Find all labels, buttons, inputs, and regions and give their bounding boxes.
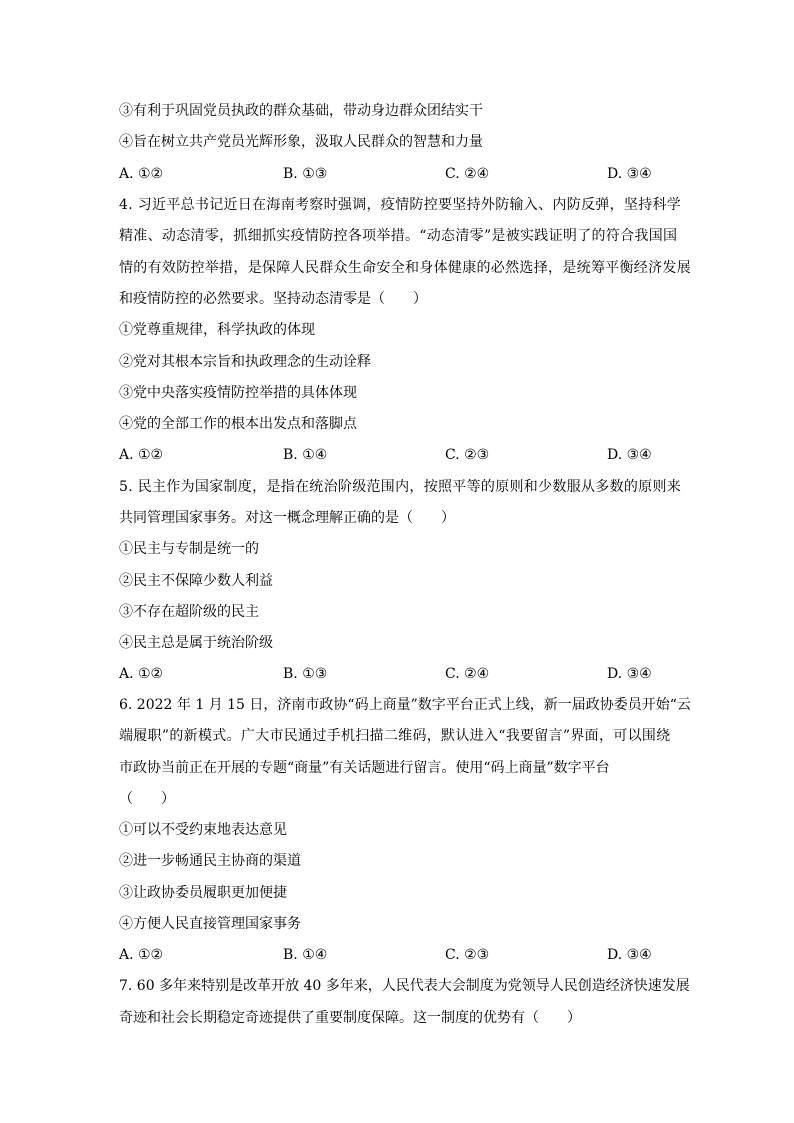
q3-option-a: A. ①②	[119, 166, 164, 182]
q6-option-c: C. ②③	[445, 947, 490, 963]
q4-item-4: ④党的全部工作的根本出发点和落脚点	[119, 416, 357, 432]
q5-item-2: ②民主不保障少数人利益	[119, 573, 273, 589]
q4-item-3: ③党中央落实疫情防控举措的具体体现	[119, 385, 357, 401]
q6-stem-line: 市政协当前正在开展的专题“商量”有关话题进行留言。使用“码上商量”数字平台	[119, 760, 610, 776]
q6-option-b: B. ①④	[283, 947, 328, 963]
q4-stem-line: 和疫情防控的必然要求。坚持动态清零是（ ）	[119, 291, 427, 307]
q7-stem-line: 7. 60 多年来特别是改革开放 40 多年来，人民代表大会制度为党领导人民创造经济快速发展	[119, 978, 690, 994]
q4-item-2: ②党对其根本宗旨和执政理念的生动诠释	[119, 354, 371, 370]
q5-item-3: ③不存在超阶级的民主	[119, 604, 259, 620]
q6-item-3: ③让政协委员履职更加便捷	[119, 885, 287, 901]
q3-item-3: ③有利于巩固党员执政的群众基础，带动身边群众团结实干	[119, 103, 483, 119]
q4-stem-line: 4. 习近平总书记近日在海南考察时强调，疫情防控要坚持外防输入、内防反弹，坚持科学	[119, 197, 682, 213]
q5-option-b: B. ①③	[283, 666, 328, 682]
q4-option-d: D. ③④	[607, 447, 652, 463]
q5-option-a: A. ①②	[119, 666, 164, 682]
q4-option-a: A. ①②	[119, 447, 164, 463]
q6-option-a: A. ①②	[119, 947, 164, 963]
q6-option-d: D. ③④	[607, 947, 652, 963]
q6-item-2: ②进一步畅通民主协商的渠道	[119, 853, 301, 869]
q3-option-d: D. ③④	[607, 166, 652, 182]
q5-item-1: ①民主与专制是统一的	[119, 541, 259, 557]
q4-stem-line: 情的有效防控举措，是保障人民群众生命安全和身体健康的必然选择，是统筹平衡经济发展	[119, 260, 691, 276]
q6-stem-line: 端履职”的新模式。广大市民通过手机扫描二维码，默认进入“我要留言”界面，可以围绕	[119, 728, 671, 744]
q5-option-c: C. ②④	[445, 666, 490, 682]
q4-item-1: ①党尊重规律，科学执政的体现	[119, 322, 315, 338]
q6-item-1: ①可以不受约束地表达意见	[119, 822, 287, 838]
q4-option-b: B. ①④	[283, 447, 328, 463]
q5-item-4: ④民主总是属于统治阶级	[119, 635, 273, 651]
q7-stem-line: 奇迹和社会长期稳定奇迹提供了重要制度保障。这一制度的优势有（ ）	[119, 1010, 581, 1026]
q3-option-c: C. ②④	[445, 166, 490, 182]
q5-stem-line: 共同管理国家事务。对这一概念理解正确的是（ ）	[119, 510, 455, 526]
q5-option-d: D. ③④	[607, 666, 652, 682]
q3-option-b: B. ①③	[283, 166, 328, 182]
q6-stem-line: （ ）	[119, 791, 175, 807]
q6-item-4: ④方便人民直接管理国家事务	[119, 916, 301, 932]
q6-stem-line: 6. 2022 年 1 月 15 日，济南市政协“码上商量”数字平台正式上线，新一届政协委员开始“云	[119, 697, 691, 713]
q4-option-c: C. ②③	[445, 447, 490, 463]
q3-item-4: ④旨在树立共产党员光辉形象，汲取人民群众的智慧和力量	[119, 134, 483, 150]
q4-stem-line: 精准、动态清零，抓细抓实疫情防控各项举措。“动态清零”是被实践证明了的符合我国国	[119, 228, 678, 244]
q5-stem-line: 5. 民主作为国家制度，是指在统治阶级范围内，按照平等的原则和少数服从多数的原则来	[119, 479, 682, 495]
